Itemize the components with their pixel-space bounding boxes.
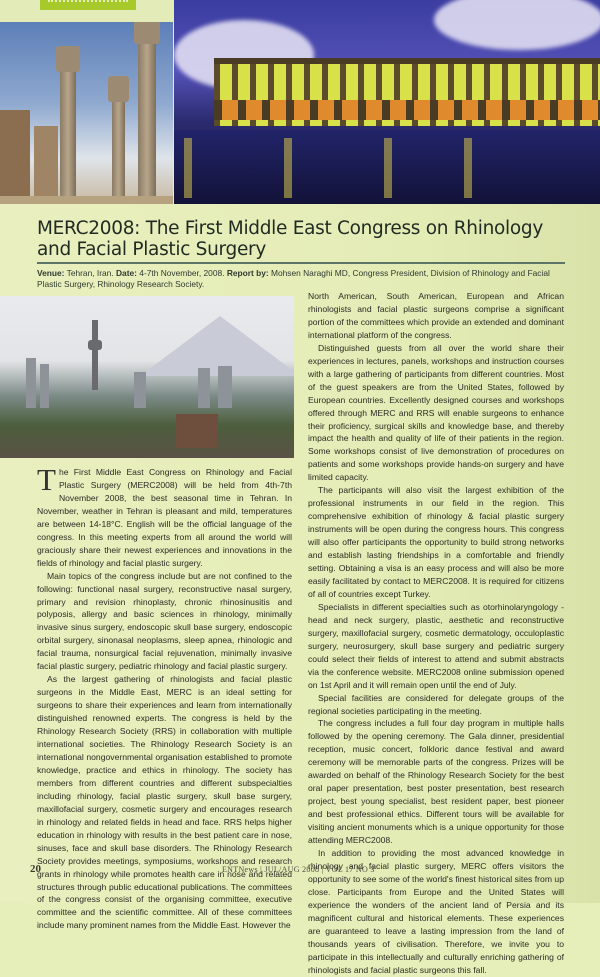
bridge-lower-arches	[214, 100, 600, 120]
building	[40, 364, 49, 408]
section-tab-label	[48, 0, 128, 2]
stone-column	[60, 48, 76, 198]
building	[176, 414, 218, 448]
report-value: Mohsen Naraghi MD, Congress President, Division of Rhinology and Facial Plastic Surgery, Rhinology Research Society.	[37, 268, 550, 289]
date-value: 4-7th November, 2008.	[136, 268, 227, 278]
paragraph: Distinguished guests from all over the world share their experiences in lectures, panels, workshops and instruction courses with a large gathering of participants from different countries. Most of the guest speakers are from the United States, followed by European countries. Excellently designed courses and workshops offered through MERC and RRS will enable surgeons to enhance their proficiency, surgical skills and knowledge base, and thereby impact the health and quality of life of their patients in the region. Some workshops consist of live demonstration of procedures on patients and some workshops provide hands-on surgery and have limited capacity.	[308, 342, 564, 483]
title-rule	[37, 262, 565, 264]
light-reflection	[464, 138, 472, 198]
milad-tower-head	[88, 340, 102, 350]
ground	[0, 196, 173, 204]
drop-cap: T	[37, 462, 56, 497]
date-label: Date:	[116, 268, 137, 278]
article-column-left	[37, 462, 292, 932]
building	[198, 368, 210, 408]
ruin-wall	[0, 110, 30, 198]
footer-masthead: ENTNews | JUL/AUG 2008 | VOL 17 NO 3	[222, 865, 375, 874]
ruin-wall	[34, 126, 58, 198]
building	[218, 366, 232, 408]
article-byline	[37, 268, 565, 290]
building	[134, 372, 146, 408]
khaju-bridge-night-photo	[174, 0, 600, 204]
page-number: 20	[30, 863, 41, 875]
venue-label: Venue:	[37, 268, 65, 278]
section-tab	[40, 0, 136, 10]
paragraph: The participants will also visit the largest exhibition of the professional instruments in our field in the region. This comprehensive exhibition of rhinology & facial plastic surgery instruments will be open during the congress hours. This congress will also offer participants the opportunity to build strong networks and establish lasting friendships in a comfortable and friendly setting. Obtaining a visa is an easy process and will also be more easily facilitated by contact to MERC2008. It is required for citizens of all of countries except Turkey.	[308, 485, 564, 599]
stone-column	[138, 22, 156, 198]
report-label: Report by:	[226, 268, 269, 278]
article-title: MERC2008: The First Middle East Congress on Rhinology and Facial Plastic Surgery	[37, 218, 543, 260]
stone-column	[112, 78, 125, 198]
cloud	[434, 0, 600, 50]
paragraph: Special facilities are considered for delegate groups of the regional societies participating in the meeting.	[308, 692, 564, 716]
building	[26, 358, 36, 408]
light-reflection	[284, 138, 292, 198]
paragraph: As the largest gathering of rhinologists and facial plastic surgeons in the Middle East, MERC is an ideal setting for surgeons to share their experiences and learn from internationally distinguished renowned experts. The congress is held by the Rhinology Research Society (RRS) in collaboration with multiple international societies. The Rhinology Research Society is an international nongovernmental organisation established to promote knowledge, practice and ethics in rhinology. The society has members from different countries and different subspecialties including rhinology, facial plastic surgery, skull base surgery, maxillofacial surgery, cosmetic surgery and encourages research in rhinology and related fields in head and face. RRS helps higher education in rhinology with results in the best patient care in nose, sinuses, face and skull base disorders. The Rhinology Research Society provides meetings, symposiums, workshops and research grants in rhinology while promotes health care in nose and related structures through public educational publications. The committees of the congress consist of the organising committee, executive committee and the scientific committee. All of these committees include many prominent names from the Middle East. However the	[37, 674, 292, 931]
paragraph: Main topics of the congress include but are not confined to the following: functional nasal surgery, reconstructive nasal surgery, primary and revision rhinoplasty, chronic rhinosinusitis and polyposis, allergy and basic sciences in rhinology, minimally invasive sinus surgery, endoscopic skull base surgery, endoscopic orbital surgery, sinonasal neoplasms, sleep apnea, rhinologic and facial trauma, nonsurgical facial rejuvenation, minimally invasive facial plastic surgery, pediatric rhinology and facial plastic surgery.	[37, 570, 292, 672]
light-reflection	[384, 138, 392, 198]
paragraph: The congress includes a full four day program in multiple halls followed by the opening ceremony. The Gala dinner, presidential reception, music concert, folkloric dance festival and award ceremony will be memorable parts of the congress. Prizes will be awarded on behalf of the Rhinology Research Society for the best oral paper presentation, best poster presentation, best research project, best young specialist, best resident paper, best pioneer and best professional ethics. Different tours will be available for visiting ancient monuments which is a unique opportunity for those attending MERC2008.	[308, 718, 564, 846]
venue-value: Tehran, Iran.	[64, 268, 116, 278]
damavand-mountain	[140, 316, 294, 376]
tehran-skyline-photo	[0, 296, 294, 458]
paragraph: In addition to providing the most advanced knowledge in rhinology and facial plastic surgery, MERC offers visitors the opportunity to see some of the world's finest historical sites from up close. Participants from Europe and the United States will experience the wonders of the ancient land of Persia and its magnificent cultural and historical elements. These experiences are guaranteed to leave a lasting impression from the land of thousands years of civilisation. Therefore, we invite you to participate in this intellectually and culturally enriching gathering of rhinologists and facial plastic surgeons this fall.	[308, 847, 564, 975]
paragraph: North American, South American, European and African rhinologists and facial plastic surgeons comprise a significant portion of the committees which provide an extended and dominant international platform of the congress.	[308, 291, 564, 340]
paragraph: The First Middle East Congress on Rhinology and Facial Plastic Surgery (MERC2008) will be held from 4th-7th November 2008, the best seasonal time in Tehran. In November, weather in Tehran is pleasant and mild, temperatures are between 14-18°C. English will be the official language of the congress. In this meeting experts from all around the world will graciously share their newest experiences and innovations in the fields of rhinology and facial plastic surgery.	[37, 462, 292, 568]
light-reflection	[184, 138, 192, 198]
milad-tower	[92, 320, 98, 390]
paragraph: Specialists in different specialties such as otorhinolaryngology - head and neck surgery, plastic, aesthetic and reconstructive surgery, maxillofacial surgery, cosmetic dermatology, occuloplastic surgery, neurosurgery, skull base surgery and pediatric surgery could select their fields of interest to attend and submit abstracts via the conference website. MERC2008 online submission opened on 1st April and it will remain open until the end of July.	[308, 601, 564, 690]
persepolis-columns-photo	[0, 22, 173, 204]
